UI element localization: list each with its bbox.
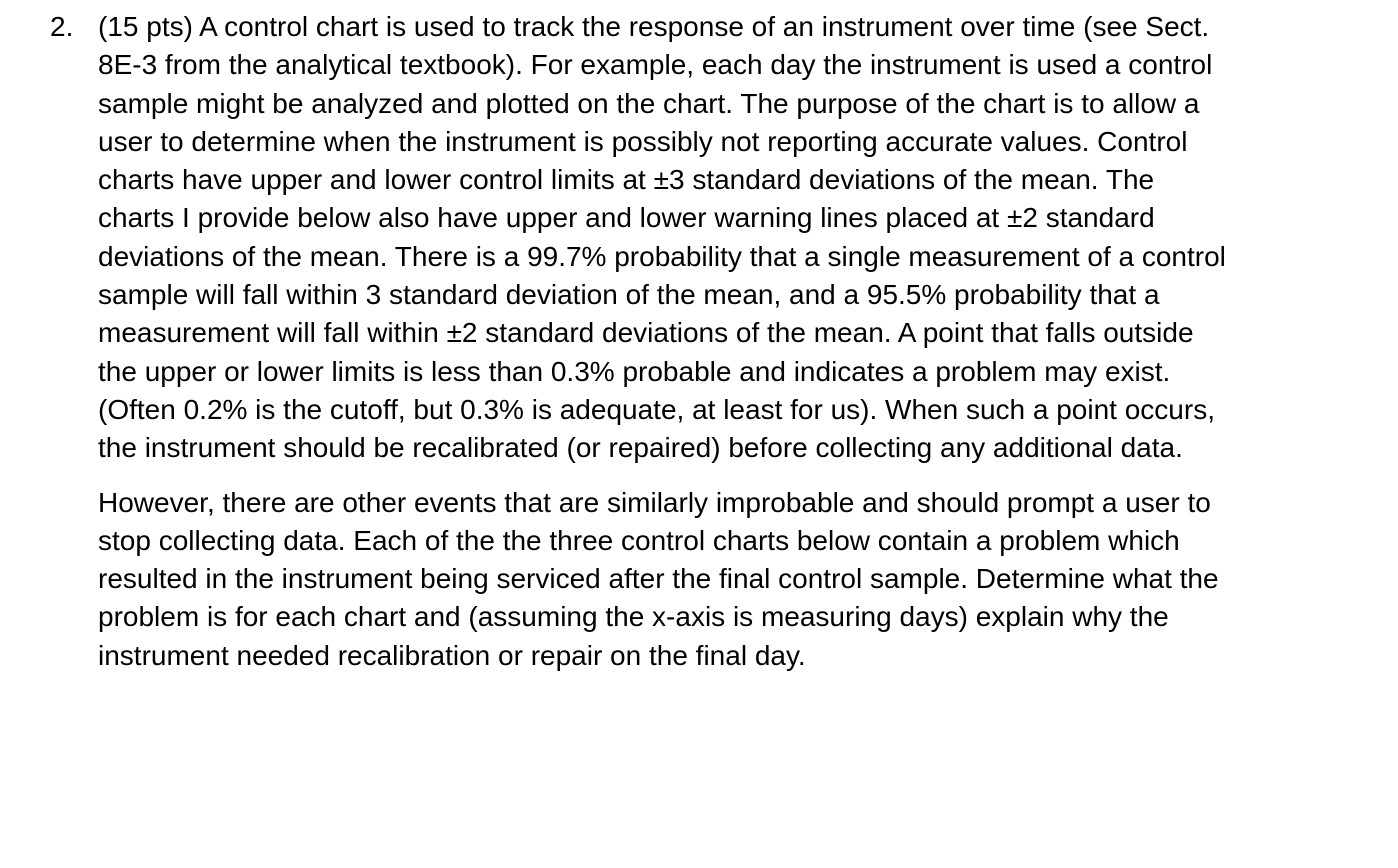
question-number: 2. xyxy=(50,11,74,42)
text-line: (Often 0.2% is the cutoff, but 0.3% is adequate, at least for us). When such a point occurs, xyxy=(98,393,1215,425)
text-line: instrument needed recalibration or repair on the final day. xyxy=(98,639,806,671)
question-body xyxy=(98,8,1348,675)
text-line: user to determine when the instrument is possibly not reporting accurate values. Control xyxy=(98,125,1188,157)
text-line: the upper or lower limits is less than 0.3% probable and indicates a problem may exist. xyxy=(98,355,1171,387)
paragraph-task xyxy=(98,484,1348,675)
text-line: sample will fall within 3 standard deviation of the mean, and a 95.5% probability that a xyxy=(98,279,1160,311)
text-line: (15 pts) A control chart is used to track the response of an instrument over time (see Sect. xyxy=(98,11,1210,42)
text-line: However, there are other events that are similarly improbable and should prompt a user to xyxy=(98,486,1211,518)
text-line: 8E-3 from the analytical textbook). For example, each day the instrument is used a control xyxy=(98,49,1213,81)
text-line: sample might be analyzed and plotted on the chart. The purpose of the chart is to allow a xyxy=(98,87,1200,119)
text-line: resulted in the instrument being serviced after the final control sample. Determine what the xyxy=(98,563,1219,595)
text-line: charts I provide below also have upper and lower warning lines placed at ±2 standard xyxy=(98,202,1155,234)
text-line: deviations of the mean. There is a 99.7% probability that a single measurement of a control xyxy=(98,240,1226,272)
text-line: measurement will fall within ±2 standard deviations of the mean. A point that falls outside xyxy=(98,317,1194,349)
text-line: the instrument should be recalibrated (or repaired) before collecting any additional data. xyxy=(98,432,1183,464)
text-line: charts have upper and lower control limits at ±3 standard deviations of the mean. The xyxy=(98,164,1155,196)
text-line: problem is for each chart and (assuming the x-axis is measuring days) explain why the xyxy=(98,601,1169,633)
text-line: stop collecting data. Each of the the three control charts below contain a problem which xyxy=(98,524,1180,556)
paragraph-intro xyxy=(98,8,1348,468)
